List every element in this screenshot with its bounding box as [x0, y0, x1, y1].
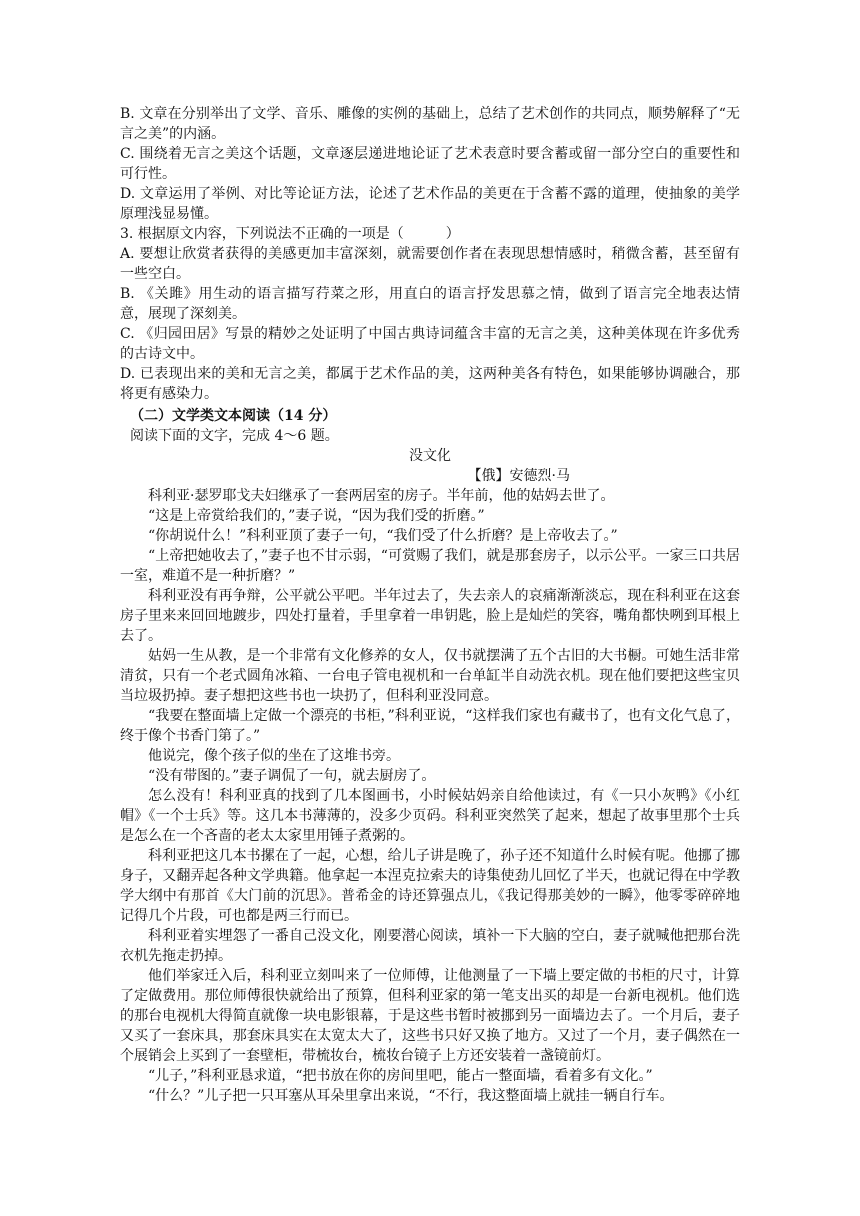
section-heading: （二）文学类文本阅读（14 分）	[130, 408, 337, 424]
story-paragraph: 科利亚没有再争辩，公平就公平吧。半年过去了，失去亲人的哀痛渐渐淡忘，现在科利亚在这套房子里来来回回地踱步，四处打量着，手里拿着一串钥匙，脸上是灿烂的笑容，嘴角都快咧到耳根上去了。	[120, 588, 740, 644]
story-paragraph: 科利亚着实埋怨了一番自己没文化，刚要潜心阅读，填补一下大脑的空白，妻子就喊他把那台洗衣机先拖走扔掉。	[120, 928, 740, 964]
q2-option-d: D. 文章运用了举例、对比等论证方法，论述了艺术作品的美更在于含蓄不露的道理，使抽象的美学原理浅显易懂。	[120, 186, 740, 222]
story-paragraph: “你胡说什么！”科利亚顶了妻子一句，“我们受了什么折磨？是上帝收去了。”	[148, 528, 618, 544]
story-paragraph: “这是上帝赏给我们的，”妻子说，“因为我们受的折磨。”	[148, 508, 485, 524]
story-author: 【俄】安德烈·马	[467, 468, 570, 484]
q3-option-b: B. 《关雎》用生动的语言描写荇菜之形，用直白的语言抒发思慕之情，做到了语言完全地表达情意，展现了深刻美。	[120, 286, 740, 322]
section-instruction: 阅读下面的文字，完成 4～6 题。	[130, 428, 339, 444]
q3-stem: 3. 根据原文内容，下列说法不正确的一项是（ ）	[120, 226, 460, 242]
story-paragraph: 他说完，像个孩子似的坐在了这堆书旁。	[148, 748, 400, 764]
q3-option-d: D. 已表现出来的美和无言之美，都属于艺术作品的美，这两种美各有特色，如果能够协调融合，那将更有感染力。	[120, 366, 740, 402]
story-paragraph: 怎么没有！科利亚真的找到了几本图画书，小时候姑妈亲自给他读过，有《一只小灰鸭》《小红帽》《一个士兵》等。这几本书薄薄的，没多少页码。科利亚突然笑了起来，想起了故事里那个士兵是怎么在一个吝啬的老太太家里用锤子煮粥的。	[120, 788, 740, 844]
q3-option-c: C. 《归园田居》写景的精妙之处证明了中国古典诗词蕴含丰富的无言之美，这种美体现在许多优秀的古诗文中。	[120, 326, 740, 362]
story-paragraph: 科利亚·瑟罗耶戈夫妇继承了一套两居室的房子。半年前，他的姑妈去世了。	[148, 488, 615, 504]
story-paragraph: 姑妈一生从教，是一个非常有文化修养的女人，仅书就摆满了五个古旧的大书橱。可她生活非常清贫，只有一个老式圆角冰箱、一台电子管电视机和一台单缸半自动洗衣机。现在他们要把这些宝贝当垃圾扔掉。妻子想把这些书也一块扔了，但科利亚没同意。	[120, 648, 740, 704]
story-paragraph: “上帝把她收去了，”妻子也不甘示弱，“可赏赐了我们，就是那套房子，以示公平。一家三口共居一室，难道不是一种折磨？”	[120, 548, 740, 584]
story-paragraph: 科利亚把这几本书摞在了一起，心想，给儿子讲是晚了，孙子还不知道什么时候有呢。他挪了挪身子，又翻弄起各种文学典籍。他拿起一本涅克拉索夫的诗集使劲儿回忆了半天，也就记得在中学教学大纲中有那首《大门前的沉思》。普希金的诗还算强点儿，《我记得那美妙的一瞬》，他零零碎碎地记得几个片段，可也都是两三行而已。	[120, 848, 740, 924]
story-paragraph: “什么？”儿子把一只耳塞从耳朵里拿出来说，“不行，我这整面墙上就挂一辆自行车。	[148, 1088, 674, 1104]
story-paragraph: “没有带图的。”妻子调侃了一句，就去厨房了。	[148, 768, 436, 784]
document-body	[120, 104, 740, 1106]
story-paragraph: 他们举家迁入后，科利亚立刻叫来了一位师傅，让他测量了一下墙上要定做的书柜的尺寸，计算了定做费用。那位师傅很快就给出了预算，但科利亚家的第一笔支出买的却是一台新电视机。他们选的那台电视机大得简直就像一块电影银幕，于是这些书暂时被挪到另一面墙边去了。一个月后，妻子又买了一套床具，那套床具实在太宽太大了，这些书只好又换了地方。又过了一个月，妻子偶然在一个展销会上买到了一套壁柜，带梳妆台，梳妆台镜子上方还安装着一盏镜前灯。	[120, 968, 740, 1064]
q3-option-a: A. 要想让欣赏者获得的美感更加丰富深刻，就需要创作者在表现思想情感时，稍微含蓄，甚至留有一些空白。	[120, 246, 740, 282]
story-paragraph: “儿子，”科利亚恳求道，“把书放在你的房间里吧，能占一整面墙，看着多有文化。”	[148, 1068, 653, 1084]
story-title: 没文化	[409, 448, 451, 464]
story-paragraph: “我要在整面墙上定做一个漂亮的书柜，”科利亚说，“这样我们家也有藏书了，也有文化气息了，终于像个书香门第了。”	[120, 708, 740, 744]
q2-option-b: B. 文章在分别举出了文学、音乐、雕像的实例的基础上，总结了艺术创作的共同点，顺势解释了“无言之美”的内涵。	[120, 106, 740, 142]
q2-option-c: C. 围绕着无言之美这个话题，文章逐层递进地论证了艺术表意时要含蓄或留一部分空白的重要性和可行性。	[120, 146, 740, 182]
